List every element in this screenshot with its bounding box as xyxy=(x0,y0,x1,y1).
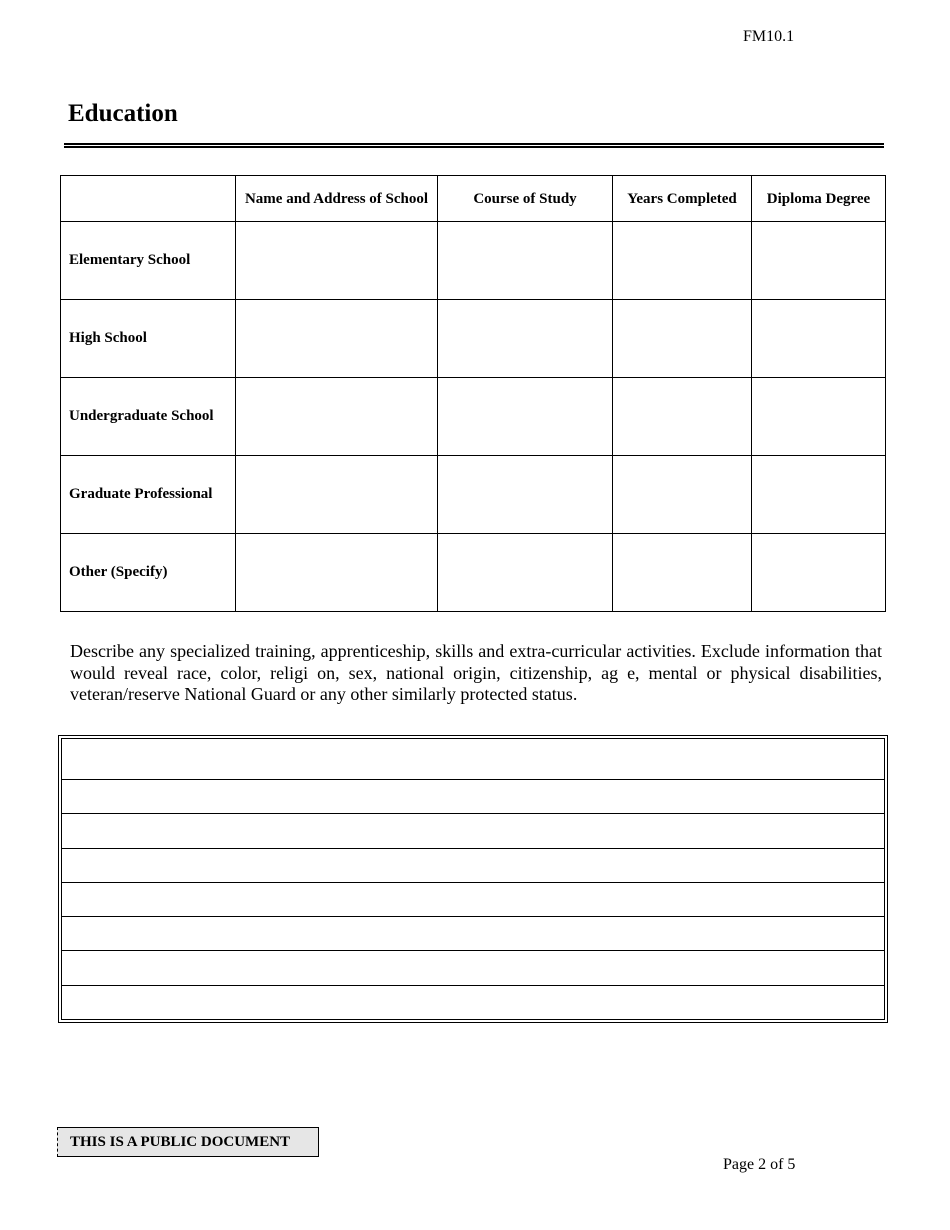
row-label-high-school: High School xyxy=(61,300,236,378)
years-completed-cell[interactable] xyxy=(613,222,752,300)
title-double-rule xyxy=(64,143,884,148)
course-of-study-cell[interactable] xyxy=(438,300,613,378)
course-of-study-cell[interactable] xyxy=(438,456,613,534)
form-code: FM10.1 xyxy=(743,28,795,45)
row-label-graduate-professional: Graduate Professional xyxy=(61,456,236,534)
diploma-degree-cell[interactable] xyxy=(752,222,886,300)
row-label-other-specify: Other (Specify) xyxy=(61,534,236,612)
name-address-cell[interactable] xyxy=(236,300,438,378)
course-of-study-cell[interactable] xyxy=(438,534,613,612)
writing-line[interactable] xyxy=(62,779,884,813)
name-address-cell[interactable] xyxy=(236,378,438,456)
course-of-study-cell[interactable] xyxy=(438,222,613,300)
writing-line[interactable] xyxy=(62,739,884,779)
page-title: Education xyxy=(68,100,178,127)
header-course-of-study: Course of Study xyxy=(438,176,613,222)
activities-lines xyxy=(61,738,885,1020)
table-row xyxy=(61,222,886,300)
header-diploma-degree: Diploma Degree xyxy=(752,176,886,222)
row-label-elementary-school: Elementary School xyxy=(61,222,236,300)
public-document-badge: THIS IS A PUBLIC DOCUMENT xyxy=(57,1127,319,1157)
activities-writing-box xyxy=(58,735,888,1023)
writing-line[interactable] xyxy=(62,848,884,882)
table-row xyxy=(61,300,886,378)
writing-line[interactable] xyxy=(62,950,884,984)
diploma-degree-cell[interactable] xyxy=(752,378,886,456)
name-address-cell[interactable] xyxy=(236,222,438,300)
header-years-completed: Years Completed xyxy=(613,176,752,222)
education-table-header-row xyxy=(61,176,886,222)
course-of-study-cell[interactable] xyxy=(438,378,613,456)
row-label-undergraduate-school: Undergraduate School xyxy=(61,378,236,456)
education-table xyxy=(60,175,886,612)
name-address-cell[interactable] xyxy=(236,456,438,534)
table-row xyxy=(61,378,886,456)
header-name-address: Name and Address of School xyxy=(236,176,438,222)
years-completed-cell[interactable] xyxy=(613,456,752,534)
table-row xyxy=(61,456,886,534)
years-completed-cell[interactable] xyxy=(613,378,752,456)
writing-line[interactable] xyxy=(62,882,884,916)
table-row xyxy=(61,534,886,612)
writing-line[interactable] xyxy=(62,985,884,1019)
diploma-degree-cell[interactable] xyxy=(752,300,886,378)
name-address-cell[interactable] xyxy=(236,534,438,612)
years-completed-cell[interactable] xyxy=(613,300,752,378)
diploma-degree-cell[interactable] xyxy=(752,456,886,534)
writing-line[interactable] xyxy=(62,916,884,950)
page-number: Page 2 of 5 xyxy=(723,1156,796,1173)
diploma-degree-cell[interactable] xyxy=(752,534,886,612)
writing-line[interactable] xyxy=(62,813,884,847)
years-completed-cell[interactable] xyxy=(613,534,752,612)
header-level xyxy=(61,176,236,222)
instructions-text: Describe any specialized training, apprenticeship, skills and extra-curricular activities. Exclude information that would reveal race, color, religi on, sex, national origin, citizenship, ag e, mental or physical disabilities, veteran/reserve National Guard or any other similarly protected status. xyxy=(70,641,882,704)
